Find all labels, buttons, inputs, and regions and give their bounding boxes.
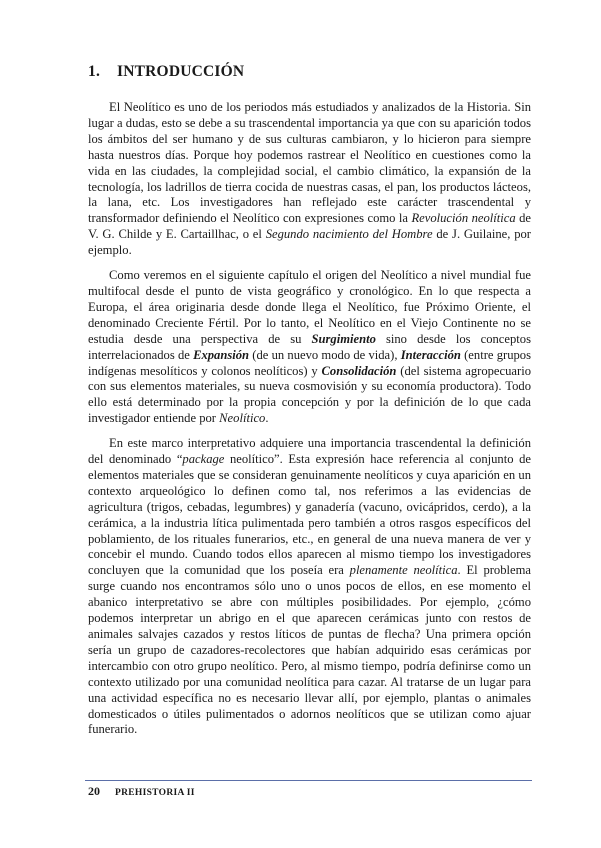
text-run: sino desde los conceptos interrelacionados de — [88, 331, 531, 362]
section-number: 1. — [88, 63, 101, 80]
section-title: INTRODUCCIÓN — [117, 63, 245, 80]
bold-italic-run: Expansión — [193, 347, 250, 362]
bold-italic-run: Interacción — [400, 347, 461, 362]
italic-run: plenamente neolítica — [349, 563, 458, 578]
text-run: (de un nuevo modo de vida), — [249, 347, 401, 362]
page-number: 20 — [88, 784, 100, 798]
text-run: En este marco interpretativo adquiere una importancia trascendental la definición del denominado “ — [88, 436, 531, 467]
text-run: . — [265, 411, 269, 426]
paragraph — [88, 268, 531, 427]
text-run: de J. Guilaine, por ejemplo. — [88, 227, 531, 258]
text-run: (del sistema agropecuario con sus elementos materiales, su nueva cosmovisión y su economía productora). Todo ello está determinado por la propia concepción y por la definición de lo que cada investigador entiende por — [88, 363, 531, 426]
body-text — [88, 100, 531, 747]
text-run: Como veremos en el siguiente capítulo el origen del Neolítico a nivel mundial fue multifocal desde el punto de vista geográfico y cronológico. En lo que respecta a Europa, el área originaria desde donde llega el Neolítico, fue Próximo Oriente, el denominado Creciente Fértil. Por lo tanto, el Neolítico en el Viejo Continente no se estudia desde una perspectiva de su — [88, 268, 531, 346]
text-run: neolítico”. Esta expresión hace referencia al conjunto de elementos materiales que se consideran genuinamente neolíticos y cuya aparición en un contexto arqueológico lo definen como tal, nos referimos a las evidencias de agricultura (trigos, cebadas, legumbres) y ganadería (vacuno, ovicápridos, cerdo), a la cerámica, a la industria lítica pulimentada pero también a otros rasgos específicos del poblamiento, de los rituales funerarios, etc., en general de una nueva manera de ver y concebir el mundo. Cuando todos ellos aparecen al mismo tiempo los investigadores concluyen que la comunidad que los poseía era — [88, 452, 532, 578]
paragraph — [88, 436, 531, 738]
paragraph — [88, 100, 531, 259]
text-run: El Neolítico es uno de los periodos más estudiados y analizados de la Historia. Sin lugar a dudas, esto se debe a su trascendental importancia ya que con su aparición todos los ámbitos del ser humano y de sus culturas cambiaron, y lo hicieron para siempre hasta nuestros días. Porque hoy podemos rastrear el Neolítico en cuestiones como la vida en las ciudades, la complejidad social, el cambio climático, la expansión de la tecnología, los ladrillos de tierra cocida de nuestras casas, el pan, los productos lácteos, la lana, etc. Los investigadores han reflejado este carácter trascendental y transformador definiendo el Neolítico con expresiones como la — [88, 100, 531, 226]
bold-italic-run: Consolidación — [321, 363, 397, 378]
page-footer — [88, 784, 195, 799]
italic-run: Segundo nacimiento del Hombre — [265, 227, 433, 242]
italic-run: package — [182, 452, 225, 467]
text-run: (entre grupos indígenas mesolíticos y colonos neolíticos) y — [88, 347, 531, 378]
running-title: PREHISTORIA II — [115, 788, 195, 798]
italic-run: Revolución neolítica — [411, 211, 516, 226]
bold-italic-run: Surgimiento — [311, 331, 376, 346]
text-run: . El problema surge cuando nos encontramos sólo uno o unos pocos de ellos, en ese momento el abanico interpretativo se abre con múltiples posibilidades. Por ejemplo, ¿cómo podemos interpretar un abrigo en el que aparecen cerámicas junto con restos de animales salvajes cazados y restos líticos de puntas de flecha? Una primera opción sería un grupo de cazadores-recolectores que habían adquirido esas cerámicas por intercambio con otro grupo neolítico. Pero, al mismo tiempo, podría definirse como un contexto utilizado por una comunidad neolítica para cazar. Al tratarse de un lugar para una actividad específica no es necesario llevar allí, por ejemplo, plantas o animales domesticados o útiles pulimentados o adornos neolíticos que se utilizan como ajuar funerario. — [88, 563, 532, 737]
italic-run: Neolítico — [219, 411, 266, 426]
footer-rule — [85, 780, 532, 781]
text-run: de V. G. Childe y E. Cartaillhac, o el — [88, 211, 531, 242]
section-heading — [88, 63, 244, 81]
